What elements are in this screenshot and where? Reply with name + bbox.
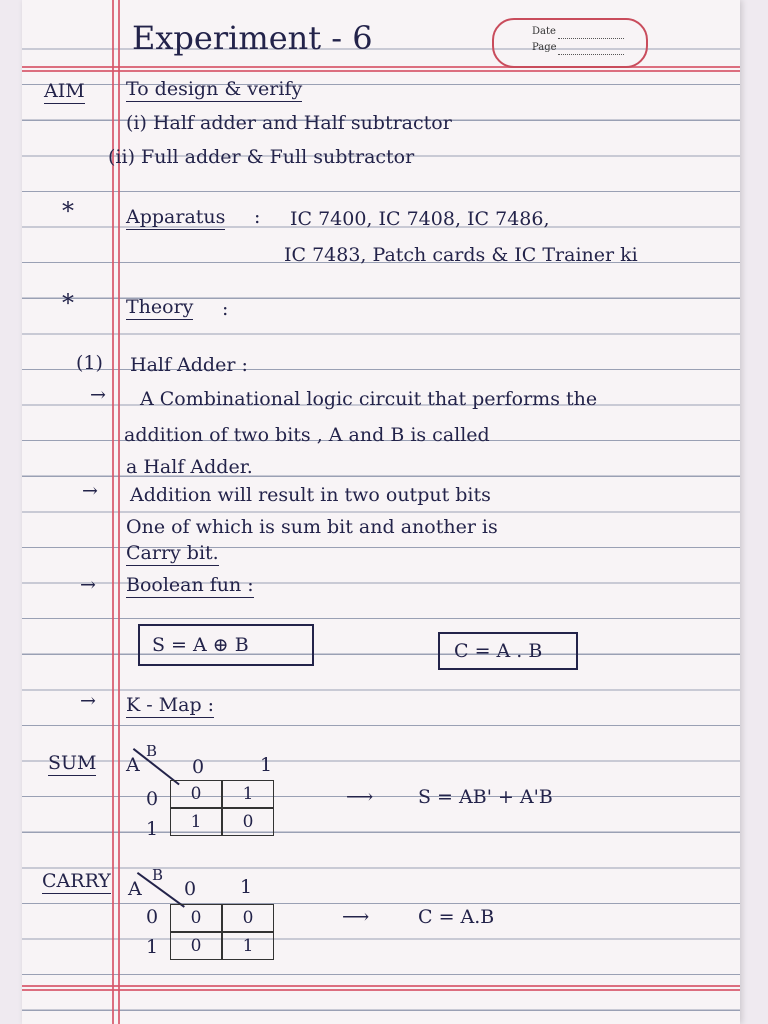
- sum-expression: S = A ⊕ B: [152, 634, 249, 656]
- arrow-icon: ⟶: [342, 906, 370, 928]
- definition-line-3: a Half Adder.: [126, 456, 253, 478]
- sum-kmap-label: SUM: [48, 752, 97, 774]
- date-page-stamp: [492, 18, 648, 68]
- apparatus-heading: Apparatus: [126, 206, 226, 228]
- header-rule: [22, 70, 740, 72]
- carry-expression: C = A . B: [454, 640, 543, 662]
- aim-item-1: (i) Half adder and Half subtractor: [126, 112, 452, 134]
- aim-line: To design & verify: [126, 78, 303, 100]
- arrow-icon: →: [90, 384, 106, 406]
- kmap-col-var: B: [146, 742, 158, 760]
- addition-line-3: Carry bit.: [126, 542, 219, 564]
- footer-rule: [22, 985, 740, 987]
- apparatus-bullet: *: [62, 197, 74, 225]
- addition-line-1: Addition will result in two output bits: [130, 484, 491, 506]
- boolean-heading: Boolean fun :: [126, 574, 254, 596]
- page-label: Page: [532, 42, 557, 53]
- kmap-row-var: A: [126, 754, 140, 776]
- kmap-row-header: 1: [146, 936, 159, 958]
- kmap-cell: 0: [170, 932, 222, 960]
- apparatus-line-2: IC 7483, Patch cards & IC Trainer ki: [284, 244, 638, 266]
- kmap-heading: K - Map :: [126, 694, 215, 716]
- kmap-cell: 1: [170, 808, 222, 836]
- arrow-icon: →: [80, 574, 96, 596]
- arrow-icon: ⟶: [346, 786, 374, 808]
- kmap-row-var: A: [128, 878, 142, 900]
- apparatus-colon: :: [254, 206, 261, 228]
- theory-heading: Theory: [126, 296, 194, 318]
- kmap-row-header: 0: [146, 906, 159, 928]
- definition-line-2: addition of two bits , A and B is called: [124, 424, 490, 446]
- date-label: Date: [532, 26, 556, 37]
- carry-result: C = A.B: [418, 906, 495, 928]
- kmap-cell: 0: [170, 780, 222, 808]
- theory-colon: :: [222, 298, 229, 320]
- date-line: [558, 38, 624, 39]
- kmap-row-header: 0: [146, 788, 159, 810]
- half-adder-heading: Half Adder :: [130, 354, 248, 376]
- carry-expression-box: [438, 632, 578, 670]
- kmap-col-header: 1: [260, 754, 273, 776]
- addition-line-2: One of which is sum bit and another is: [126, 516, 498, 538]
- kmap-cell: 0: [170, 904, 222, 932]
- kmap-col-header: 1: [240, 876, 253, 898]
- arrow-icon: →: [80, 690, 96, 712]
- footer-rule: [22, 989, 740, 991]
- section-number: (1): [76, 352, 103, 374]
- kmap-cell: 1: [222, 932, 274, 960]
- kmap-cell: 1: [222, 780, 274, 808]
- carry-kmap-label: CARRY: [42, 870, 111, 892]
- apparatus-line-1: IC 7400, IC 7408, IC 7486,: [290, 208, 550, 230]
- theory-bullet: *: [62, 289, 74, 317]
- kmap-col-var: B: [152, 866, 164, 884]
- kmap-cell: 0: [222, 904, 274, 932]
- aim-label: AIM: [44, 80, 85, 102]
- aim-item-2: (ii) Full adder & Full subtractor: [108, 146, 415, 168]
- sum-expression-box: [138, 624, 314, 666]
- page-title: Experiment - 6: [132, 19, 373, 57]
- sum-result: S = AB' + A'B: [418, 786, 553, 808]
- kmap-row-header: 1: [146, 818, 159, 840]
- notebook-page: [22, 0, 740, 1024]
- page-line: [558, 54, 624, 55]
- kmap-col-header: 0: [192, 756, 205, 778]
- arrow-icon: →: [82, 480, 98, 502]
- kmap-cell: 0: [222, 808, 274, 836]
- definition-line-1: A Combinational logic circuit that performs the: [140, 388, 598, 410]
- kmap-col-header: 0: [184, 878, 197, 900]
